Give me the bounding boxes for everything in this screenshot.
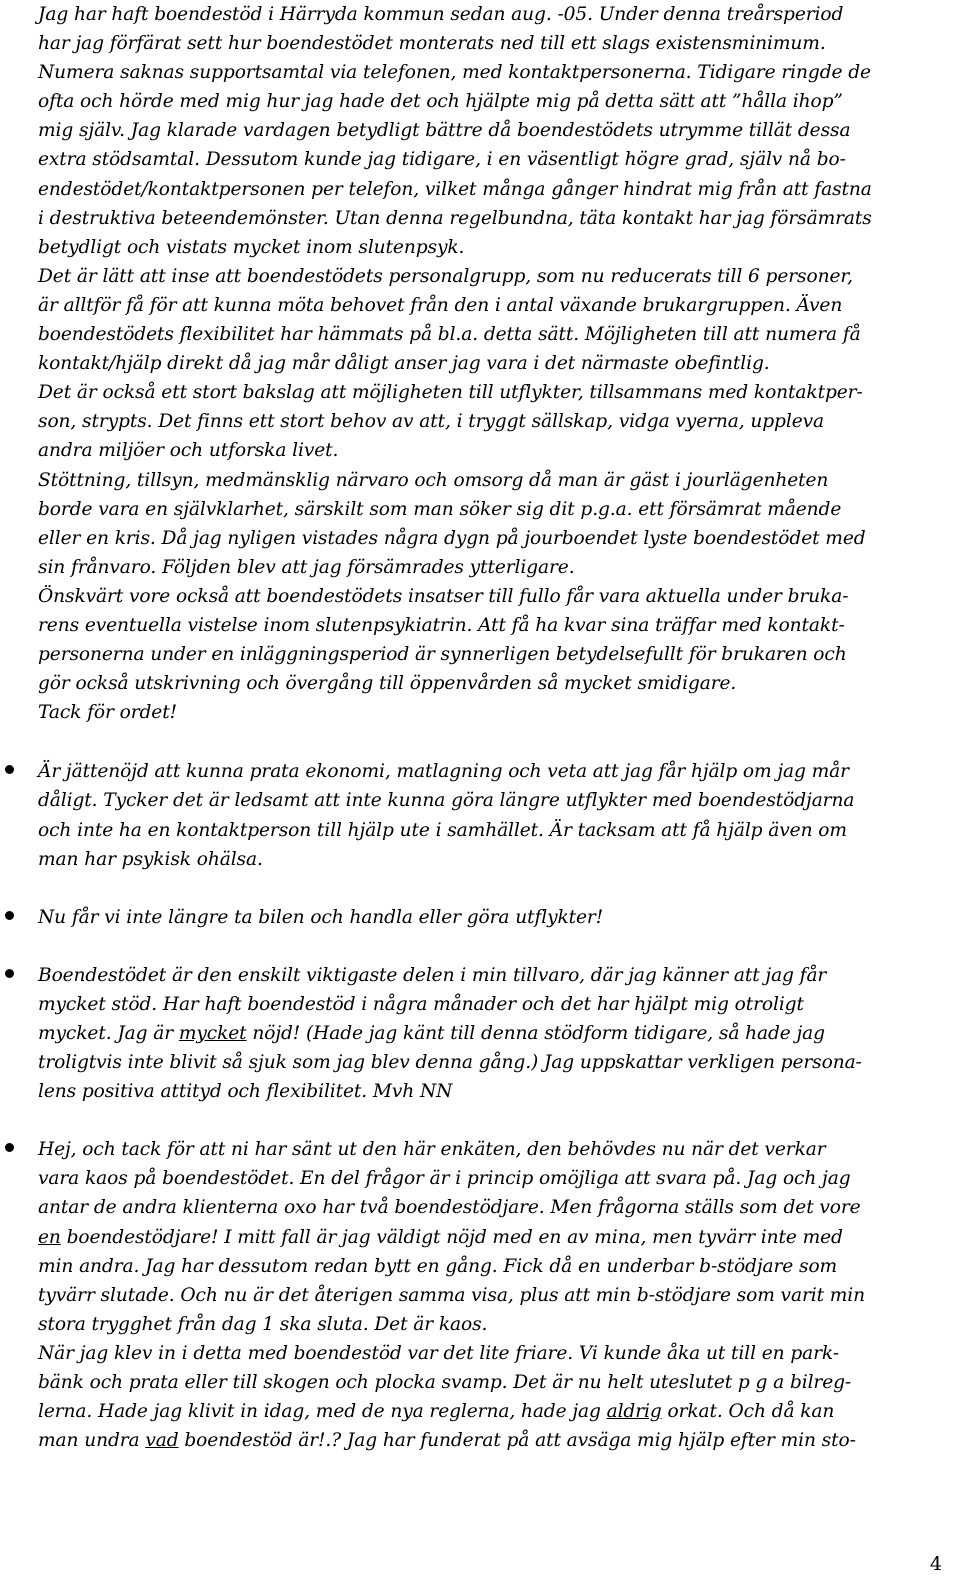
bullet-text bbox=[38, 757, 950, 873]
paragraph-4: Stöttning, tillsyn, medmänsklig närvaro och omsorg då man är gäst i jourlägenheten borde vara en självklarhet, särskilt som man söker sig dit p.g.a. ett försämrat mående eller en kris. Då jag nyligen vistades några dygn på jourboendet lyste boendestödet med sin frånvaro. Följden blev att jag försämrades ytterligare. bbox=[38, 469, 866, 578]
bullet-text-1: Är jättenöjd att kunna prata ekonomi, matlagning och veta att jag får hjälp om jag mår dåligt. Tycker det är ledsamt att inte kunna göra längre utflykter med boendestödjarna och inte ha en kontaktperson till hjälp ute i samhället. Är tacksam att få hjälp även om man har psykisk ohälsa. bbox=[38, 761, 855, 870]
paragraph-3: Det är också ett stort bakslag att möjligheten till utflykter, tillsammans med kontaktper- son, strypts. Det finns ett stort behov av att, i tryggt sällskap, vidga vyerna, uppleva andra miljöer och utforska livet. bbox=[38, 382, 863, 462]
bullet-icon bbox=[5, 765, 14, 774]
list-item bbox=[38, 1135, 950, 1455]
bullet-icon bbox=[5, 1143, 14, 1152]
bullet-text bbox=[38, 903, 950, 932]
underlined-word-aldrig: aldrig bbox=[606, 1401, 662, 1423]
underlined-word-en: en bbox=[38, 1226, 61, 1248]
list-item bbox=[38, 903, 950, 932]
underlined-word-mycket: mycket bbox=[178, 1023, 247, 1044]
list-item bbox=[38, 961, 950, 1106]
paragraph-6: Tack för ordet! bbox=[38, 702, 177, 724]
page-number: 4 bbox=[929, 1553, 942, 1575]
list-item bbox=[38, 757, 950, 873]
bullet-text-4b: boendestödjare! I mitt fall är jag väldigt nöjd med en av mina, men tyvärr inte med min andra. Jag har dessutom redan bytt en gång. Fick då en underbar b-stödjare som tyvärr slutade. Och nu är det återigen samma visa, plus att min b-stödjare som varit min stora trygghet från dag 1 ska sluta. Det är kaos. bbox=[38, 1226, 866, 1335]
bullet-text-4d: orkat. Och då kan man undra bbox=[38, 1401, 835, 1452]
bullet-text bbox=[38, 961, 950, 1106]
bullet-text-2: Nu får vi inte längre ta bilen och handla eller göra utflykter! bbox=[38, 906, 604, 928]
bullet-text-4e: boendestöd är!.? Jag har funderat på att avsäga mig hjälp efter min sto- bbox=[178, 1430, 856, 1452]
bullet-text-3b: nöjd! (Hade jag känt till denna stödform tidigare, så hade jag troligtvis inte blivit så sjuk som jag blev denna gång.) Jag uppskattar verkligen persona- lens positiva attityd och flexibilitet. Mvh NN bbox=[38, 1023, 862, 1103]
paragraph-1: Jag har haft boendestöd i Härryda kommun sedan aug. -05. Under denna treårsperiod har jag förfärat sett hur boendestödet monterats ned till ett slags existensminimum. Numera saknas supportsamtal via telefonen, med kontaktpersonerna. Tidigare ringde de ofta och hörde med mig hur jag hade det och hjälpte mig på detta sätt att ”hålla ihop” mig själv. Jag klarade vardagen betydligt bättre då boendestödets utrymme tillät dessa extra stödsamtal. Dessutom kunde jag tidigare, i en väsentligt högre grad, själv nå bo- endestödet/kontaktpersonen per telefon, vilket många gånger hindrat mig från att fastna i destruktiva beteendemönster. Utan denna regelbundna, täta kontakt har jag försämrats betydligt och vistats mycket inom slutenpsyk. bbox=[38, 4, 872, 258]
bullet-text-3a: Boendestödet är den enskilt viktigaste delen i min tillvaro, där jag känner att jag får mycket stöd. Har haft boendestöd i några månader och det har hjälpt mig otroligt mycket. Jag är bbox=[38, 964, 827, 1044]
bullet-text-continued bbox=[38, 1339, 950, 1455]
bullet-icon bbox=[5, 911, 14, 920]
bullet-text bbox=[38, 1135, 950, 1339]
underlined-word-vad: vad bbox=[145, 1430, 179, 1452]
document-page bbox=[38, 0, 950, 1455]
paragraph-2: Det är lätt att inse att boendestödets personalgrupp, som nu reducerats till 6 personer, är alltför få för att kunna möta behovet från den i antal växande brukargruppen. Även boendestödets flexibilitet har hämmats på bl.a. detta sätt. Möjligheten till att numera få kontakt/hjälp direkt då jag mår dåligt anser jag vara i det närmaste obefintlig. bbox=[38, 265, 861, 375]
paragraph-5: Önskvärt vore också att boendestödets insatser till fullo får vara aktuella under bruka- rens eventuella vistelse inom slutenpsykiatrin. Att få ha kvar sina träffar med kontakt- personerna under en inläggningsperiod är synnerligen betydelsefullt för brukaren och gör också utskrivning och övergång till öppenvården så mycket smidigare. bbox=[38, 585, 849, 695]
intro-paragraphs bbox=[38, 0, 950, 727]
bullet-text-4a: Hej, och tack för att ni har sänt ut den här enkäten, den behövdes nu när det verkar vara kaos på boendestödet. En del frågor är i princip omöjliga att svara på. Jag och jag antar de andra klienterna oxo har två boendestödjare. Men frågorna ställs som det vore bbox=[38, 1139, 861, 1219]
bullet-icon bbox=[5, 969, 14, 978]
bullet-text-4c: När jag klev in i detta med boendestöd var det lite friare. Vi kunde åka ut till en park- bänk och prata eller till skogen och plocka svamp. Det är nu helt uteslutet p g a bilreg- lerna. Hade jag klivit in idag, med de nya reglerna, hade jag bbox=[38, 1342, 852, 1423]
comment-list bbox=[38, 757, 950, 1455]
